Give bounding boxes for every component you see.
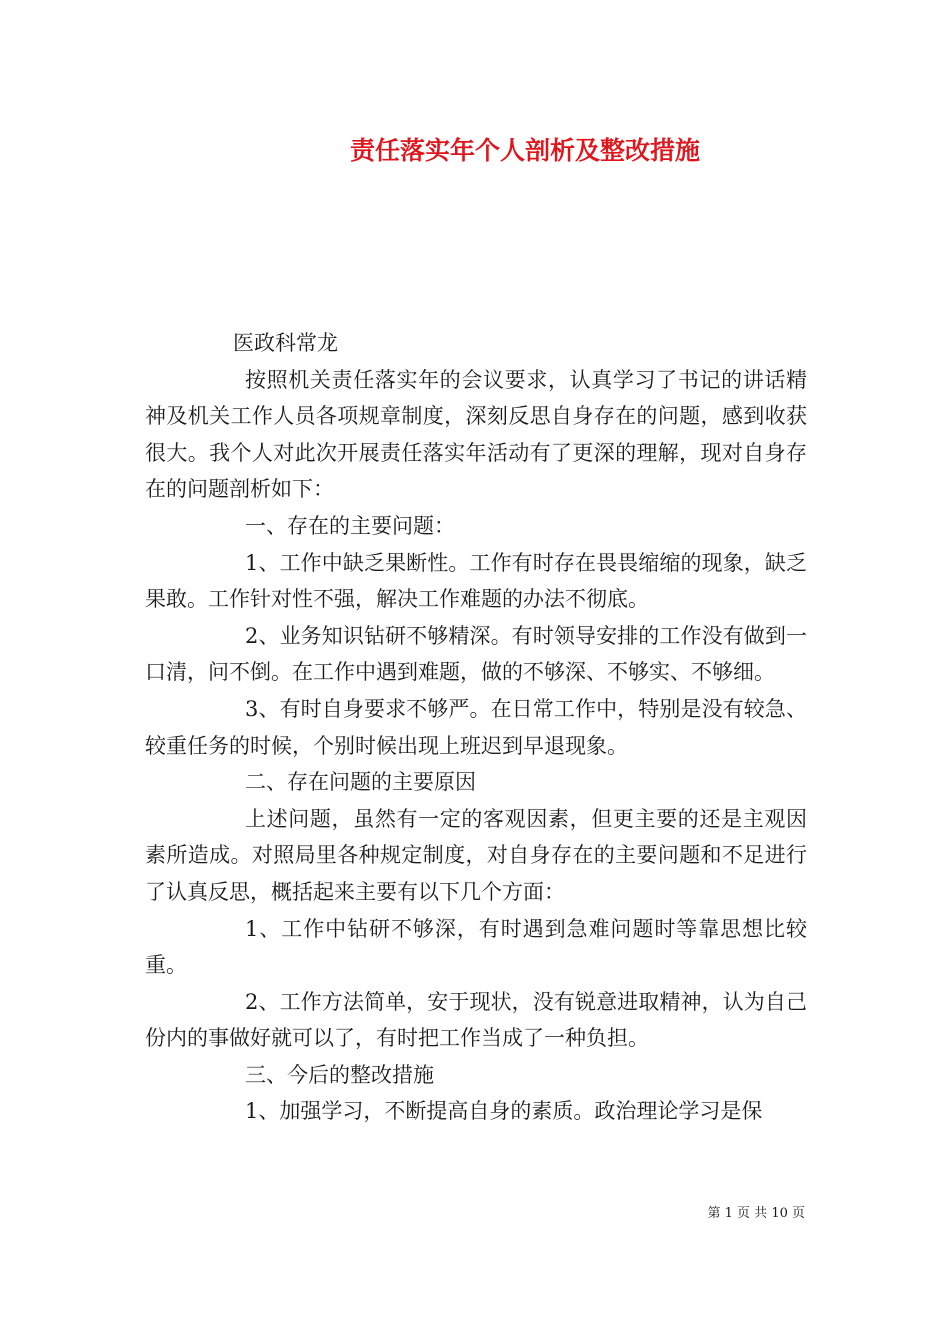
page-number-footer: 第 1 页 共 10 页 <box>707 1206 805 1221</box>
document-title: 责任落实年个人剖析及整改措施 <box>349 136 700 165</box>
author-line: 医政科常龙 <box>233 331 338 355</box>
section-heading: 二、存在问题的主要原因 <box>245 770 476 795</box>
paragraph: 2、业务知识钻研不够精深。有时领导安排的工作没有做到一口清，问不倒。在工作中遇到难题，做的不够深、不够实、不够细。 <box>145 623 807 685</box>
section-heading: 一、存在的主要问题： <box>245 513 455 538</box>
paragraph: 3、有时自身要求不够严。在日常工作中，特别是没有较急、较重任务的时候，个别时候出现上班迟到早退现象。 <box>145 696 807 758</box>
paragraph: 2、工作方法简单，安于现状，没有锐意进取精神，认为自己份内的事做好就可以了，有时把工作当成了一种负担。 <box>145 989 807 1051</box>
paragraph: 1、工作中钻研不够深，有时遇到急难问题时等靠思想比较重。 <box>145 916 807 978</box>
paragraph: 按照机关责任落实年的会议要求，认真学习了书记的讲话精神及机关工作人员各项规章制度，深刻反思自身存在的问题，感到收获很大。我个人对此次开展责任落实年活动有了更深的理解，现对自身存在的问题剖析如下： <box>145 367 807 502</box>
section-heading: 三、今后的整改措施 <box>245 1062 434 1087</box>
paragraph: 上述问题，虽然有一定的客观因素，但更主要的还是主观因素所造成。对照局里各种规定制度，对自身存在的主要问题和不足进行了认真反思，概括起来主要有以下几个方面： <box>145 806 807 904</box>
paragraph: 1、加强学习，不断提高自身的素质。政治理论学习是保 <box>245 1099 763 1124</box>
paragraph: 1、工作中缺乏果断性。工作有时存在畏畏缩缩的现象，缺乏果敢。工作针对性不强，解决工作难题的办法不彻底。 <box>145 550 807 612</box>
document-body <box>145 325 807 1130</box>
